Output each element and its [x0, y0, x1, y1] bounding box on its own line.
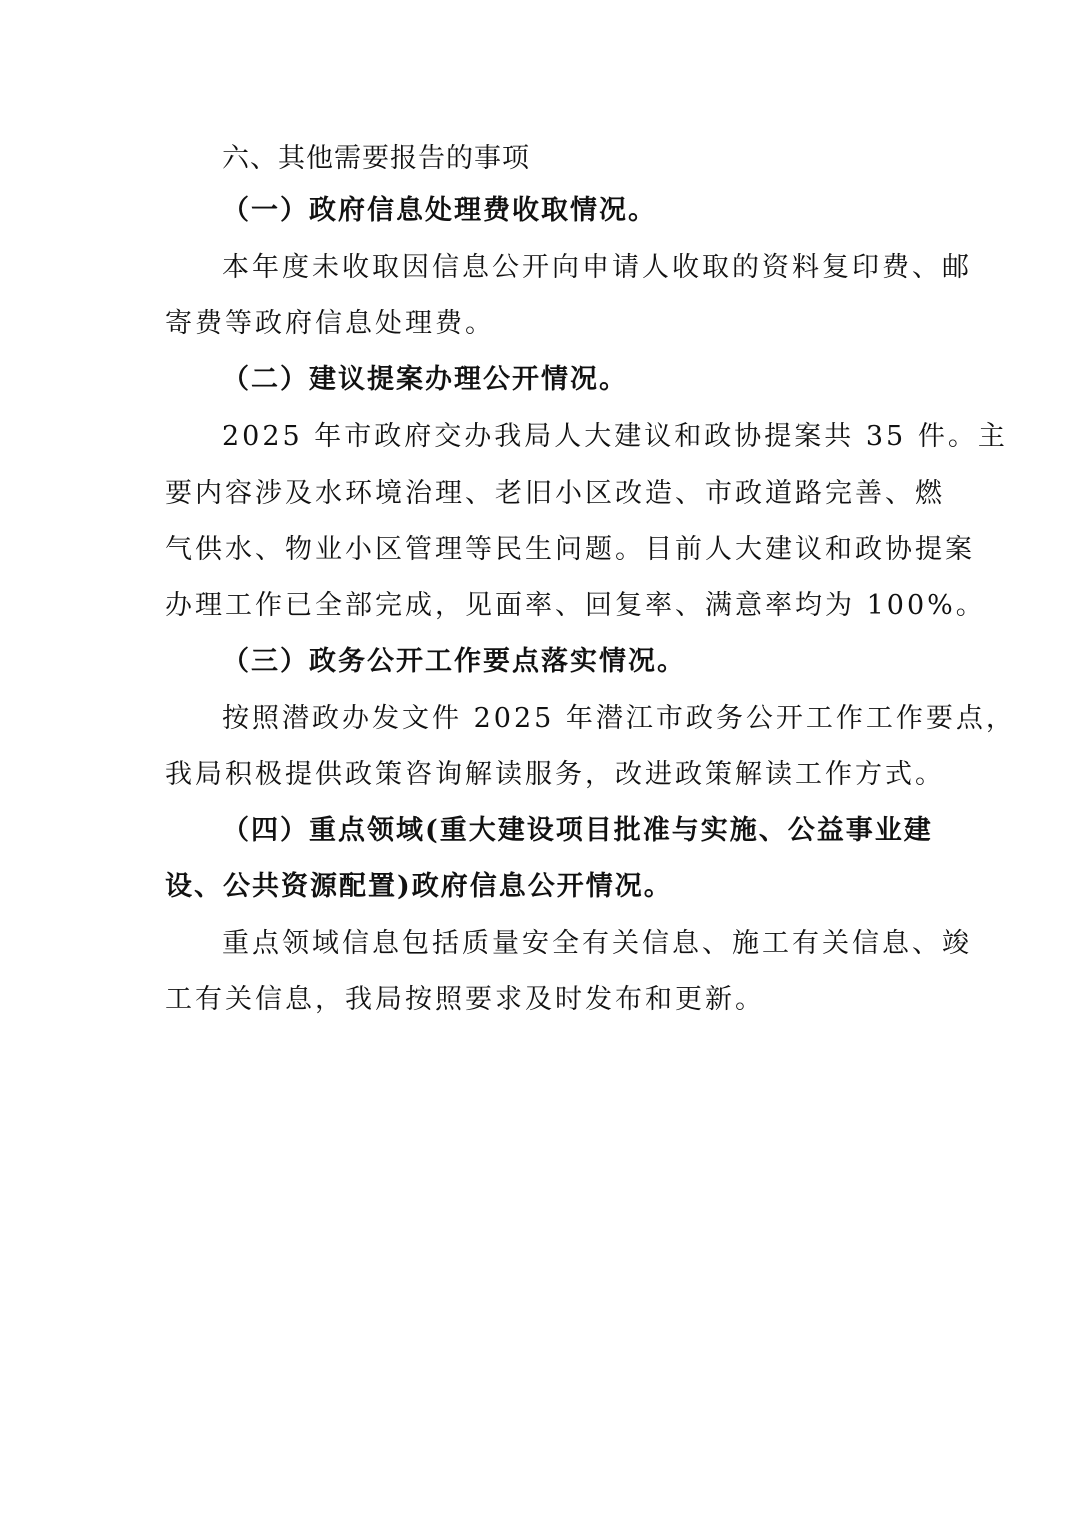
item-4-heading-line-1: （四）重点领域(重大建设项目批准与实施、公益事业建 [222, 815, 933, 846]
item-1-body-line-1: 本年度未收取因信息公开向申请人收取的资料复印费、邮 [222, 252, 972, 283]
item-1-heading: （一）政府信息处理费收取情况。 [222, 195, 657, 226]
item-4-body-line-2: 工有关信息，我局按照要求及时发布和更新。 [165, 984, 765, 1015]
item-4-body-line-1: 重点领域信息包括质量安全有关信息、施工有关信息、竣 [222, 928, 972, 959]
section-title: 六、其他需要报告的事项 [222, 143, 530, 174]
item-4-heading-line-2: 设、公共资源配置)政府信息公开情况。 [165, 871, 673, 902]
item-2-body-line-2: 要内容涉及水环境治理、老旧小区改造、市政道路完善、燃 [165, 478, 945, 509]
item-2-body-line-4: 办理工作已全部完成，见面率、回复率、满意率均为 100%。 [165, 590, 986, 621]
item-3-body-line-1: 按照潜政办发文件 2025 年潜江市政务公开工作工作要点， [222, 703, 1016, 734]
item-1-body-line-2: 寄费等政府信息处理费。 [165, 308, 495, 339]
item-2-body-line-1: 2025 年市政府交办我局人大建议和政协提案共 35 件。主 [222, 421, 1008, 452]
item-2-body-line-3: 气供水、物业小区管理等民生问题。目前人大建议和政协提案 [165, 534, 975, 565]
item-2-heading: （二）建议提案办理公开情况。 [222, 364, 628, 395]
item-3-body-line-2: 我局积极提供政策咨询解读服务，改进政策解读工作方式。 [165, 759, 945, 790]
item-3-heading: （三）政务公开工作要点落实情况。 [222, 646, 686, 677]
